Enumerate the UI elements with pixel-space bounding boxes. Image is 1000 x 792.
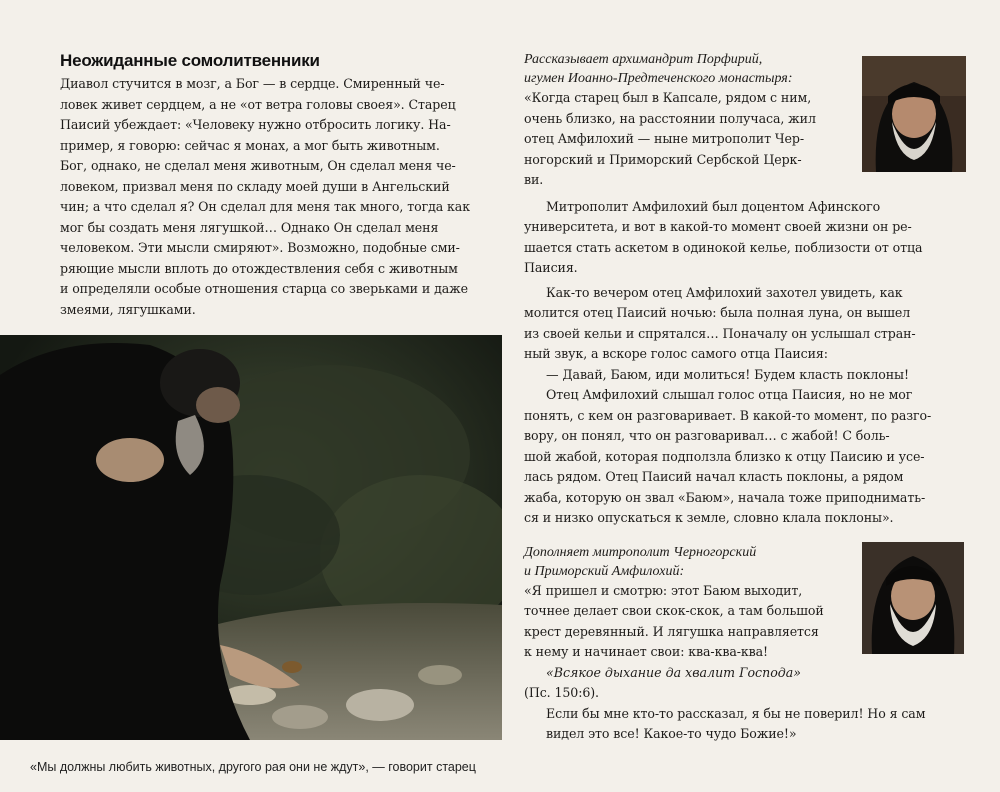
- article-body: [60, 74, 500, 320]
- intro-line: Дополняет митрополит Черногорский: [524, 544, 757, 560]
- para-line: жаба, которую он звал «Баюм», начала тоже приподнимать-: [524, 489, 926, 505]
- para-line: ный звук, а вскоре голос самого отца Паисия:: [524, 346, 828, 361]
- para-line: университета, и вот в какой-то момент своей жизни он ре-: [524, 219, 912, 234]
- psalm-quote: «Всякое дыхание да хвалит Господа»: [546, 664, 801, 680]
- intro-line: и Приморский Амфилохий:: [524, 563, 685, 579]
- monk-with-frog-photo: [0, 335, 502, 740]
- intro-porfiry: [524, 50, 844, 88]
- para-line: понять, с кем он разговаривает. В какой-то момент, по разго-: [524, 407, 932, 423]
- article-heading: Неожиданные сомолитвенники: [60, 51, 320, 70]
- paragraph-3: — Давай, Баюм, иди молиться! Будем класть поклоны!: [546, 366, 909, 382]
- intro-amfilohiy: [524, 543, 844, 581]
- para-line: вору, он понял, что он разговаривал… с жабой! С боль-: [524, 428, 890, 443]
- body-line: змеями, лягушками.: [60, 301, 196, 317]
- body-line: мог бы создать меня лягушкой… Однако Он сделал меня: [60, 219, 439, 235]
- para-line: Отец Амфилохий слышал голос отца Паисия, но не мог: [546, 387, 913, 402]
- body-line: Бог, однако, не сделал меня животным, Он сделал меня че-: [60, 158, 456, 173]
- intro-line: Рассказывает архимандрит Порфирий,: [524, 52, 763, 67]
- portrait-porfiry: [862, 56, 966, 172]
- psalm-reference: (Пс. 150:6).: [524, 685, 599, 700]
- paragraph-2: [524, 283, 964, 365]
- para-line: Митрополит Амфилохий был доцентом Афинского: [546, 198, 881, 214]
- paragraph-1: [524, 197, 964, 279]
- left-column: [60, 50, 500, 320]
- quote-line: «Когда старец был в Капсале, рядом с ним,: [524, 90, 812, 105]
- quote-line: ногорский и Приморский Сербской Церк-: [524, 151, 802, 167]
- body-line: Диавол стучится в мозг, а Бог — в сердце. Смиренный че-: [60, 76, 445, 91]
- quote-porfiry: [524, 88, 844, 191]
- para-line: молится отец Паисий ночью: была полная луна, он вышел: [524, 305, 911, 320]
- para-line: видел это все! Какое-то чудо Божие!»: [546, 726, 797, 741]
- para-line: Паисия.: [524, 260, 578, 275]
- quote-line: крест деревянный. И лягушка направляется: [524, 623, 819, 639]
- paragraph-4: [524, 385, 964, 529]
- body-line: Паисий убеждает: «Человеку нужно отбросить логику. На-: [60, 117, 451, 132]
- para-line: Если бы мне кто-то рассказал, я бы не поверил! Но я сам: [546, 705, 926, 721]
- para-line: Как-то вечером отец Амфилохий захотел увидеть, как: [546, 284, 903, 300]
- para-line: шается стать аскетом в одинокой келье, поблизости от отца: [524, 239, 923, 255]
- body-line: чин; а что сделал я? Он сделал для меня так много, тогда как: [60, 199, 470, 214]
- intro-line: игумен Иоанно-Предтеченского монастыря:: [524, 71, 793, 86]
- quote-line: точнее делает свои скок-скок, а там большой: [524, 603, 824, 618]
- quote-line: к нему и начинает свои: ква-ква-ква!: [524, 644, 769, 659]
- body-line: пример, я говорю: сейчас я монах, а мог быть животным.: [60, 137, 440, 153]
- quote-amfilohiy: [524, 581, 844, 663]
- final-paragraph: [524, 704, 964, 745]
- para-line: лась рядом. Отец Паисий начал класть поклоны, а рядом: [524, 469, 904, 484]
- para-line: ся и низко опускаться к земле, словно клала поклоны».: [524, 510, 894, 525]
- para-line: шой жабой, которая подползла близко к отцу Паисию и усе-: [524, 448, 925, 464]
- quote-line: очень близко, на расстоянии получаса, жил: [524, 110, 816, 126]
- body-line: ряющие мысли вплоть до отождествления себя с животным: [60, 260, 458, 276]
- body-line: ловек живет сердцем, а не «от ветра головы своея». Старец: [60, 96, 456, 112]
- quote-line: ви.: [524, 172, 544, 187]
- quote-line: отец Амфилохий — ныне митрополит Чер-: [524, 131, 804, 146]
- body-line: ловеком, призвал меня по складу моей души в Ангельский: [60, 178, 450, 194]
- photo-caption: «Мы должны любить животных, другого рая они не ждут», — говорит старец: [30, 760, 476, 774]
- body-line: и определяли особые отношения старца со зверьками и даже: [60, 281, 468, 296]
- quote-line: «Я пришел и смотрю: этот Баюм выходит,: [524, 582, 803, 598]
- body-line: человеком. Эти мысли смиряют». Возможно, подобные сми-: [60, 240, 460, 255]
- para-line: из своей кельи и спрятался… Поначалу он услышал стран-: [524, 325, 916, 341]
- portrait-amfilohiy: [862, 542, 964, 654]
